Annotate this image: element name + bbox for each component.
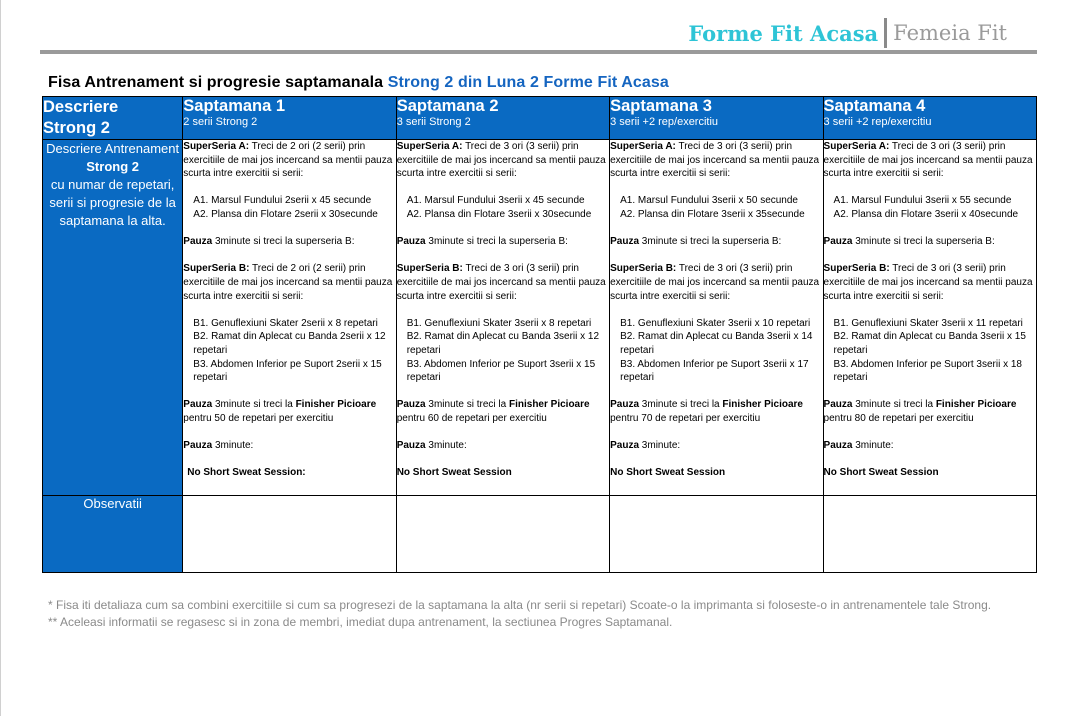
pause-text: 3minute: <box>425 440 467 452</box>
superseria-a-text: Treci de 3 ori (3 serii) prin exercitiile de mai jos incercand sa mentii pauza scurta intre exercitii si serii: <box>396 141 606 180</box>
pause-to-b <box>397 235 609 249</box>
superseria-b-label: SuperSeria B: <box>396 263 463 275</box>
week-1-header <box>183 97 396 140</box>
week-1-plan <box>183 140 396 496</box>
no-session <box>397 466 609 480</box>
corner-line2: Strong 2 <box>43 119 110 137</box>
pause-to-b <box>824 235 1036 249</box>
brand-primary: Forme Fit Acasa <box>688 20 879 46</box>
brand-separator <box>884 18 887 48</box>
page-title-highlight: Strong 2 din Luna 2 Forme Fit Acasa <box>387 74 669 91</box>
brand-secondary: Femeia Fit <box>893 21 1007 45</box>
week-2-observations <box>396 496 609 573</box>
superseria-b <box>183 262 395 303</box>
no-session <box>610 466 822 480</box>
exercise-a1: A1. Marsul Fundului 3serii x 55 secunde <box>833 195 1012 207</box>
pause-label: Pauza <box>610 399 640 411</box>
week-title: Saptamana 3 <box>610 97 712 115</box>
pause-end <box>610 439 822 453</box>
finisher-text: pentru 80 de repetari per exercitiu <box>823 412 974 424</box>
finisher-label: Finisher Picioare <box>295 399 377 411</box>
pause-label: Pauza <box>183 440 213 452</box>
week-title: Saptamana 2 <box>396 97 499 115</box>
pause-label: Pauza <box>396 440 426 452</box>
week-4-observations <box>823 496 1036 573</box>
finisher-label: Finisher Picioare <box>508 399 590 411</box>
pause-to-finisher <box>610 398 822 425</box>
superseria-a-text: Treci de 3 ori (3 serii) prin exercitiile de mai jos incercand sa mentii pauza scurta intre exercitii si serii: <box>823 141 1033 180</box>
footnote-1: * Fisa iti detaliaza cum sa combini exercitiile si cum sa progresezi de la saptamana la alta (nr serii si repetari) Scoate-o la imprimanta si foloseste-o in antrenamentele tale Strong. <box>48 598 992 612</box>
pause-text: 3minute: <box>639 440 681 452</box>
side-description-bold: Strong 2 <box>86 159 139 174</box>
pause-text: 3minute si treci la superseria B: <box>852 236 995 248</box>
week-2-plan <box>396 140 609 496</box>
pause-label: Pauza <box>183 236 213 248</box>
exercise-b3: B3. Abdomen Inferior pe Suport 2serii x 15 repetari <box>193 358 382 384</box>
finisher-label: Finisher Picioare <box>935 399 1017 411</box>
pause-text: 3minute si treci la <box>212 399 296 411</box>
pause-label: Pauza <box>823 399 853 411</box>
superseria-a <box>183 140 395 181</box>
corner-header <box>43 97 183 140</box>
superseria-b-text: Treci de 3 ori (3 serii) prin exercitiile de mai jos incercand sa mentii pauza scurta intre exercitii si serii: <box>823 263 1033 302</box>
pause-end <box>824 439 1036 453</box>
week-title: Saptamana 4 <box>823 97 926 115</box>
exercise-a2: A2. Plansa din Flotare 3serii x 35secunde <box>620 208 805 220</box>
superseria-a-label: SuperSeria A: <box>610 141 676 152</box>
footnote-2: ** Aceleasi informatii se regasesc si in zona de membri, imediat dupa antrenament, la sectiunea Progres Saptamanal. <box>48 615 673 629</box>
side-description <box>43 140 183 496</box>
week-4-plan <box>823 140 1036 496</box>
superseria-a-label: SuperSeria A: <box>183 141 250 152</box>
pause-label: Pauza <box>396 399 426 411</box>
week-4-header <box>823 97 1036 140</box>
exercise-b2: B2. Ramat din Aplecat cu Banda 3serii x 15 repetari <box>833 331 1026 356</box>
exercise-b3: B3. Abdomen Inferior pe Suport 3serii x 15 repetari <box>406 358 596 384</box>
corner-line1: Descriere <box>43 98 119 116</box>
pause-label: Pauza <box>823 440 853 452</box>
pause-label: Pauza <box>183 399 213 411</box>
week-subtitle: 3 serii +2 rep/exercitiu <box>610 116 719 128</box>
superseria-a-label: SuperSeria A: <box>396 141 463 152</box>
no-session <box>824 466 1036 480</box>
exercise-b1: B1. Genuflexiuni Skater 2serii x 8 repetari <box>193 317 378 329</box>
week-subtitle: 3 serii Strong 2 <box>396 116 471 128</box>
pause-label: Pauza <box>610 440 640 452</box>
exercise-b2: B2. Ramat din Aplecat cu Banda 3serii x 12 repetari <box>406 331 600 356</box>
exercise-a2: A2. Plansa din Flotare 3serii x 30secunde <box>406 208 592 220</box>
no-session-text: No Short Sweat Session <box>396 467 512 479</box>
exercise-b3: B3. Abdomen Inferior pe Suport 3serii x 17 repetari <box>620 358 809 384</box>
exercise-b1: B1. Genuflexiuni Skater 3serii x 11 repetari <box>833 317 1023 329</box>
superseria-b-text: Treci de 3 ori (3 serii) prin exercitiile de mai jos incercand sa mentii pauza scurta intre exercitii si serii: <box>610 263 820 302</box>
pause-label: Pauza <box>396 236 426 248</box>
finisher-label: Finisher Picioare <box>722 399 803 411</box>
superseria-b-text: Treci de 2 ori (2 serii) prin exercitiile de mai jos incercand sa mentii pauza scurta intre exercitii si serii: <box>183 263 393 302</box>
no-session <box>183 466 395 480</box>
finisher-text: pentru 70 de repetari per exercitiu <box>610 412 761 424</box>
pause-end <box>397 439 609 453</box>
week-3-plan <box>610 140 823 496</box>
brand-header <box>688 18 1007 48</box>
side-description-line1: Descriere Antrenament <box>46 141 180 156</box>
superseria-b-text: Treci de 3 ori (3 serii) prin exercitiile de mai jos incercand sa mentii pauza scurta intre exercitii si serii: <box>396 263 606 302</box>
page-edge <box>0 0 1 716</box>
exercise-a1: A1. Marsul Fundului 3serii x 50 secunde <box>620 195 798 207</box>
finisher-text: pentru 50 de repetari per exercitiu <box>183 412 334 424</box>
pause-to-b <box>183 235 395 249</box>
exercise-a1: A1. Marsul Fundului 2serii x 45 secunde <box>193 195 372 207</box>
superseria-a <box>610 140 822 181</box>
superseria-b-label: SuperSeria B: <box>823 263 890 275</box>
superseria-a-text: Treci de 3 ori (3 serii) prin exercitiile de mai jos incercand sa mentii pauza scurta intre exercitii si serii: <box>610 141 820 180</box>
superseria-b <box>610 262 822 303</box>
week-3-observations <box>610 496 823 573</box>
exercise-a2: A2. Plansa din Flotare 2serii x 30secunde <box>193 208 378 220</box>
page-title-text: Fisa Antrenament si progresie saptamanala <box>48 74 388 91</box>
pause-text: 3minute si treci la <box>639 399 723 411</box>
pause-to-finisher <box>397 398 609 425</box>
exercise-b3: B3. Abdomen Inferior pe Suport 3serii x 18 repetari <box>833 358 1022 384</box>
pause-to-finisher <box>183 398 395 425</box>
exercise-a2: A2. Plansa din Flotare 3serii x 40secunde <box>833 208 1019 220</box>
superseria-b-label: SuperSeria B: <box>183 263 250 275</box>
superseria-a-label: SuperSeria A: <box>823 141 890 152</box>
pause-label: Pauza <box>823 236 853 248</box>
pause-text: 3minute si treci la <box>425 399 509 411</box>
table-header-row <box>43 97 1037 140</box>
pause-to-b <box>610 235 822 249</box>
pause-text: 3minute si treci la superseria B: <box>425 236 568 248</box>
pause-text: 3minute si treci la superseria B: <box>639 236 782 248</box>
superseria-b <box>824 262 1036 303</box>
no-session-text: No Short Sweat Session: <box>187 467 306 479</box>
superseria-b <box>397 262 609 303</box>
observations-label: Observatii <box>43 496 183 573</box>
week-title: Saptamana 1 <box>183 97 286 115</box>
pause-text: 3minute: <box>852 440 894 452</box>
pause-text: 3minute: <box>212 440 254 452</box>
superseria-a <box>824 140 1036 181</box>
header-rule <box>40 50 1037 54</box>
superseria-a-text: Treci de 2 ori (2 serii) prin exercitiile de mai jos incercand sa mentii pauza scurta intre exercitii si serii: <box>183 141 393 180</box>
exercise-a1: A1. Marsul Fundului 3serii x 45 secunde <box>406 195 585 207</box>
no-session-text: No Short Sweat Session <box>610 467 726 479</box>
exercise-b2: B2. Ramat din Aplecat cu Banda 3serii x 14 repetari <box>620 331 813 356</box>
week-subtitle: 3 serii +2 rep/exercitiu <box>823 116 932 128</box>
table-row-description <box>43 140 1037 496</box>
superseria-a <box>397 140 609 181</box>
page-title <box>48 74 669 92</box>
pause-text: 3minute si treci la <box>852 399 936 411</box>
week-2-header <box>396 97 609 140</box>
pause-to-finisher <box>824 398 1036 425</box>
finisher-text: pentru 60 de repetari per exercitiu <box>396 412 547 424</box>
superseria-b-label: SuperSeria B: <box>610 263 677 275</box>
exercise-b1: B1. Genuflexiuni Skater 3serii x 8 repetari <box>406 317 592 329</box>
pause-label: Pauza <box>610 236 640 248</box>
pause-text: 3minute si treci la superseria B: <box>212 236 355 248</box>
table-row-observations <box>43 496 1037 573</box>
week-3-header <box>610 97 823 140</box>
no-session-text: No Short Sweat Session <box>823 467 939 479</box>
side-description-line2: cu numar de repetari, serii si progresie de la saptamana la alta. <box>49 177 176 228</box>
week-1-observations <box>183 496 396 573</box>
week-subtitle: 2 serii Strong 2 <box>183 116 258 128</box>
exercise-b2: B2. Ramat din Aplecat cu Banda 2serii x 12 repetari <box>193 331 386 356</box>
exercise-b1: B1. Genuflexiuni Skater 3serii x 10 repetari <box>620 317 811 329</box>
pause-end <box>183 439 395 453</box>
training-table <box>42 96 1037 573</box>
